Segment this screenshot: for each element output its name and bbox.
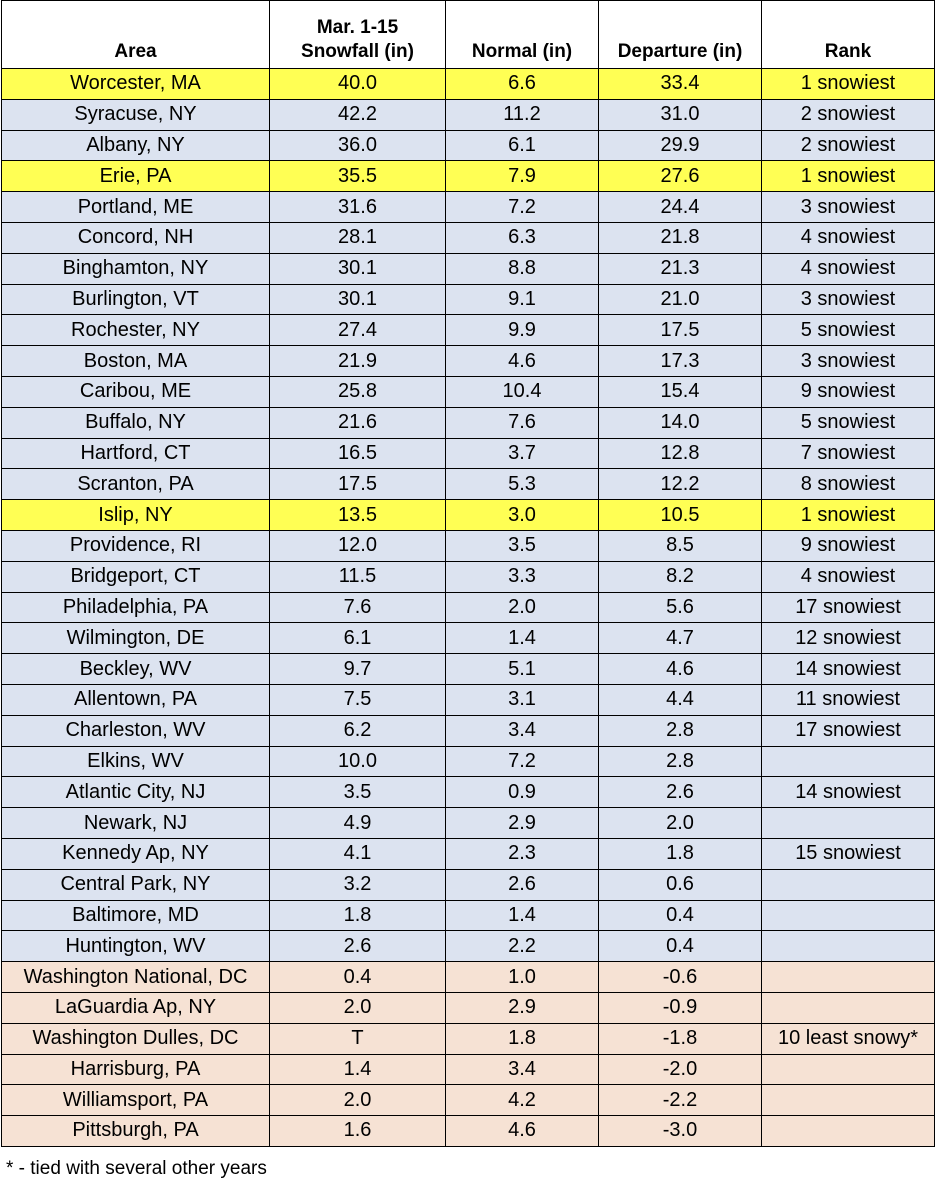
cell-departure: -0.6	[599, 962, 762, 993]
cell-snowfall: 13.5	[270, 500, 446, 531]
table-row	[2, 500, 935, 531]
cell-area: Beckley, WV	[2, 654, 270, 685]
table-row	[2, 407, 935, 438]
cell-area: LaGuardia Ap, NY	[2, 992, 270, 1023]
cell-departure: 21.8	[599, 222, 762, 253]
cell-departure: 15.4	[599, 376, 762, 407]
cell-rank: 15 snowiest	[762, 838, 935, 869]
table-row	[2, 1054, 935, 1085]
cell-rank	[762, 900, 935, 931]
cell-area: Allentown, PA	[2, 684, 270, 715]
cell-snowfall: 6.2	[270, 715, 446, 746]
header-area: Area	[2, 1, 270, 69]
cell-departure: 2.8	[599, 746, 762, 777]
cell-area: Bridgeport, CT	[2, 561, 270, 592]
cell-departure: 29.9	[599, 130, 762, 161]
cell-snowfall: 1.6	[270, 1116, 446, 1147]
cell-snowfall: 1.4	[270, 1054, 446, 1085]
cell-snowfall: 27.4	[270, 315, 446, 346]
cell-departure: 0.4	[599, 900, 762, 931]
cell-departure: 2.6	[599, 777, 762, 808]
cell-rank: 1 snowiest	[762, 161, 935, 192]
cell-snowfall: 42.2	[270, 99, 446, 130]
cell-area: Philadelphia, PA	[2, 592, 270, 623]
table-row	[2, 746, 935, 777]
cell-snowfall: 12.0	[270, 530, 446, 561]
table-row	[2, 561, 935, 592]
cell-departure: 2.8	[599, 715, 762, 746]
cell-area: Washington Dulles, DC	[2, 1023, 270, 1054]
cell-area: Atlantic City, NJ	[2, 777, 270, 808]
cell-rank: 8 snowiest	[762, 469, 935, 500]
header-snowfall	[270, 1, 446, 69]
cell-area: Baltimore, MD	[2, 900, 270, 931]
cell-normal: 1.4	[446, 623, 599, 654]
cell-snowfall: 30.1	[270, 284, 446, 315]
cell-departure: 33.4	[599, 69, 762, 100]
cell-departure: 27.6	[599, 161, 762, 192]
cell-departure: 14.0	[599, 407, 762, 438]
cell-normal: 4.6	[446, 346, 599, 377]
cell-normal: 3.4	[446, 715, 599, 746]
cell-snowfall: 28.1	[270, 222, 446, 253]
cell-snowfall: 1.8	[270, 900, 446, 931]
cell-rank: 11 snowiest	[762, 684, 935, 715]
table-header	[2, 1, 935, 69]
cell-rank: 2 snowiest	[762, 99, 935, 130]
cell-normal: 10.4	[446, 376, 599, 407]
cell-snowfall: 4.9	[270, 808, 446, 839]
cell-normal: 9.1	[446, 284, 599, 315]
cell-normal: 2.0	[446, 592, 599, 623]
cell-area: Rochester, NY	[2, 315, 270, 346]
cell-rank: 7 snowiest	[762, 438, 935, 469]
header-snowfall-line2: Snowfall (in)	[301, 41, 414, 62]
cell-snowfall: 7.5	[270, 684, 446, 715]
cell-rank: 1 snowiest	[762, 500, 935, 531]
cell-normal: 7.6	[446, 407, 599, 438]
cell-departure: 8.2	[599, 561, 762, 592]
cell-normal: 3.5	[446, 530, 599, 561]
cell-area: Huntington, WV	[2, 931, 270, 962]
table-row	[2, 684, 935, 715]
cell-snowfall: 35.5	[270, 161, 446, 192]
table-row	[2, 315, 935, 346]
cell-rank: 4 snowiest	[762, 222, 935, 253]
table-row	[2, 808, 935, 839]
cell-normal: 1.8	[446, 1023, 599, 1054]
cell-snowfall: 10.0	[270, 746, 446, 777]
header-snowfall-line1: Mar. 1-15	[316, 17, 399, 38]
cell-area: Pittsburgh, PA	[2, 1116, 270, 1147]
cell-rank: 3 snowiest	[762, 192, 935, 223]
cell-snowfall: 2.0	[270, 1085, 446, 1116]
cell-snowfall: 17.5	[270, 469, 446, 500]
cell-rank	[762, 962, 935, 993]
cell-normal: 3.4	[446, 1054, 599, 1085]
cell-departure: 10.5	[599, 500, 762, 531]
cell-departure: 4.6	[599, 654, 762, 685]
cell-area: Washington National, DC	[2, 962, 270, 993]
table-row	[2, 99, 935, 130]
cell-area: Williamsport, PA	[2, 1085, 270, 1116]
cell-area: Erie, PA	[2, 161, 270, 192]
snowfall-table	[1, 0, 935, 1147]
table-row	[2, 931, 935, 962]
cell-snowfall: 6.1	[270, 623, 446, 654]
cell-rank	[762, 1085, 935, 1116]
cell-normal: 8.8	[446, 253, 599, 284]
cell-normal: 1.0	[446, 962, 599, 993]
cell-normal: 3.3	[446, 561, 599, 592]
cell-departure: 17.5	[599, 315, 762, 346]
table-row	[2, 130, 935, 161]
cell-area: Caribou, ME	[2, 376, 270, 407]
cell-rank: 14 snowiest	[762, 654, 935, 685]
cell-area: Providence, RI	[2, 530, 270, 561]
table-row	[2, 838, 935, 869]
cell-snowfall: 16.5	[270, 438, 446, 469]
cell-rank	[762, 1116, 935, 1147]
cell-departure: -2.0	[599, 1054, 762, 1085]
table-body	[2, 69, 935, 1147]
cell-rank	[762, 869, 935, 900]
cell-departure: 2.0	[599, 808, 762, 839]
cell-normal: 3.7	[446, 438, 599, 469]
table-row	[2, 69, 935, 100]
cell-normal: 3.0	[446, 500, 599, 531]
cell-snowfall: 3.5	[270, 777, 446, 808]
cell-departure: -0.9	[599, 992, 762, 1023]
table-row	[2, 654, 935, 685]
header-row	[2, 1, 935, 69]
table-row	[2, 623, 935, 654]
cell-departure: 5.6	[599, 592, 762, 623]
cell-snowfall: 0.4	[270, 962, 446, 993]
cell-snowfall: 36.0	[270, 130, 446, 161]
table-row	[2, 1116, 935, 1147]
table-row	[2, 284, 935, 315]
cell-area: Wilmington, DE	[2, 623, 270, 654]
cell-departure: 21.0	[599, 284, 762, 315]
table-row	[2, 376, 935, 407]
cell-area: Concord, NH	[2, 222, 270, 253]
cell-area: Kennedy Ap, NY	[2, 838, 270, 869]
cell-normal: 7.2	[446, 192, 599, 223]
cell-rank: 3 snowiest	[762, 284, 935, 315]
cell-normal: 11.2	[446, 99, 599, 130]
header-normal: Normal (in)	[446, 1, 599, 69]
cell-departure: -1.8	[599, 1023, 762, 1054]
cell-normal: 3.1	[446, 684, 599, 715]
cell-rank: 12 snowiest	[762, 623, 935, 654]
cell-rank	[762, 931, 935, 962]
cell-area: Newark, NJ	[2, 808, 270, 839]
cell-normal: 5.1	[446, 654, 599, 685]
cell-area: Scranton, PA	[2, 469, 270, 500]
table-row	[2, 777, 935, 808]
cell-area: Harrisburg, PA	[2, 1054, 270, 1085]
cell-departure: 21.3	[599, 253, 762, 284]
header-rank: Rank	[762, 1, 935, 69]
table-row	[2, 253, 935, 284]
cell-departure: 8.5	[599, 530, 762, 561]
table-row	[2, 530, 935, 561]
cell-normal: 7.2	[446, 746, 599, 777]
cell-rank	[762, 746, 935, 777]
cell-area: Boston, MA	[2, 346, 270, 377]
cell-normal: 1.4	[446, 900, 599, 931]
cell-normal: 6.6	[446, 69, 599, 100]
table-row	[2, 992, 935, 1023]
cell-rank: 5 snowiest	[762, 407, 935, 438]
cell-area: Islip, NY	[2, 500, 270, 531]
table-row	[2, 962, 935, 993]
cell-area: Buffalo, NY	[2, 407, 270, 438]
table-row	[2, 1085, 935, 1116]
cell-area: Charleston, WV	[2, 715, 270, 746]
cell-rank: 4 snowiest	[762, 561, 935, 592]
footnote: * - tied with several other years	[6, 1158, 267, 1179]
cell-departure: 4.7	[599, 623, 762, 654]
cell-rank: 17 snowiest	[762, 715, 935, 746]
cell-normal: 6.1	[446, 130, 599, 161]
table-row	[2, 438, 935, 469]
cell-snowfall: 4.1	[270, 838, 446, 869]
cell-snowfall: 2.0	[270, 992, 446, 1023]
cell-rank: 4 snowiest	[762, 253, 935, 284]
cell-rank: 3 snowiest	[762, 346, 935, 377]
cell-normal: 4.2	[446, 1085, 599, 1116]
cell-rank	[762, 808, 935, 839]
cell-normal: 2.6	[446, 869, 599, 900]
cell-snowfall: 9.7	[270, 654, 446, 685]
cell-departure: 17.3	[599, 346, 762, 377]
cell-snowfall: 30.1	[270, 253, 446, 284]
cell-normal: 5.3	[446, 469, 599, 500]
cell-snowfall: T	[270, 1023, 446, 1054]
table-row	[2, 1023, 935, 1054]
cell-area: Burlington, VT	[2, 284, 270, 315]
cell-normal: 2.9	[446, 992, 599, 1023]
cell-normal: 0.9	[446, 777, 599, 808]
cell-departure: -3.0	[599, 1116, 762, 1147]
cell-normal: 2.9	[446, 808, 599, 839]
cell-rank: 2 snowiest	[762, 130, 935, 161]
cell-snowfall: 2.6	[270, 931, 446, 962]
cell-snowfall: 21.9	[270, 346, 446, 377]
cell-rank: 1 snowiest	[762, 69, 935, 100]
cell-rank: 5 snowiest	[762, 315, 935, 346]
cell-area: Albany, NY	[2, 130, 270, 161]
table-row	[2, 900, 935, 931]
cell-rank	[762, 992, 935, 1023]
cell-area: Worcester, MA	[2, 69, 270, 100]
cell-area: Syracuse, NY	[2, 99, 270, 130]
cell-area: Elkins, WV	[2, 746, 270, 777]
cell-departure: 0.4	[599, 931, 762, 962]
cell-normal: 9.9	[446, 315, 599, 346]
cell-departure: 0.6	[599, 869, 762, 900]
cell-rank: 10 least snowy*	[762, 1023, 935, 1054]
table-row	[2, 222, 935, 253]
cell-normal: 2.3	[446, 838, 599, 869]
cell-normal: 6.3	[446, 222, 599, 253]
table-row	[2, 869, 935, 900]
cell-departure: 24.4	[599, 192, 762, 223]
cell-area: Central Park, NY	[2, 869, 270, 900]
table-row	[2, 192, 935, 223]
table-row	[2, 469, 935, 500]
cell-rank: 17 snowiest	[762, 592, 935, 623]
cell-departure: 4.4	[599, 684, 762, 715]
cell-snowfall: 25.8	[270, 376, 446, 407]
table-row	[2, 592, 935, 623]
cell-departure: -2.2	[599, 1085, 762, 1116]
cell-departure: 12.2	[599, 469, 762, 500]
cell-rank	[762, 1054, 935, 1085]
cell-area: Hartford, CT	[2, 438, 270, 469]
cell-snowfall: 40.0	[270, 69, 446, 100]
cell-rank: 14 snowiest	[762, 777, 935, 808]
cell-snowfall: 3.2	[270, 869, 446, 900]
cell-departure: 31.0	[599, 99, 762, 130]
header-departure: Departure (in)	[599, 1, 762, 69]
table-row	[2, 346, 935, 377]
cell-snowfall: 11.5	[270, 561, 446, 592]
cell-rank: 9 snowiest	[762, 376, 935, 407]
cell-departure: 1.8	[599, 838, 762, 869]
cell-normal: 2.2	[446, 931, 599, 962]
table-row	[2, 715, 935, 746]
cell-snowfall: 7.6	[270, 592, 446, 623]
cell-snowfall: 31.6	[270, 192, 446, 223]
cell-rank: 9 snowiest	[762, 530, 935, 561]
cell-normal: 4.6	[446, 1116, 599, 1147]
cell-area: Binghamton, NY	[2, 253, 270, 284]
table-row	[2, 161, 935, 192]
cell-snowfall: 21.6	[270, 407, 446, 438]
cell-area: Portland, ME	[2, 192, 270, 223]
cell-normal: 7.9	[446, 161, 599, 192]
cell-departure: 12.8	[599, 438, 762, 469]
